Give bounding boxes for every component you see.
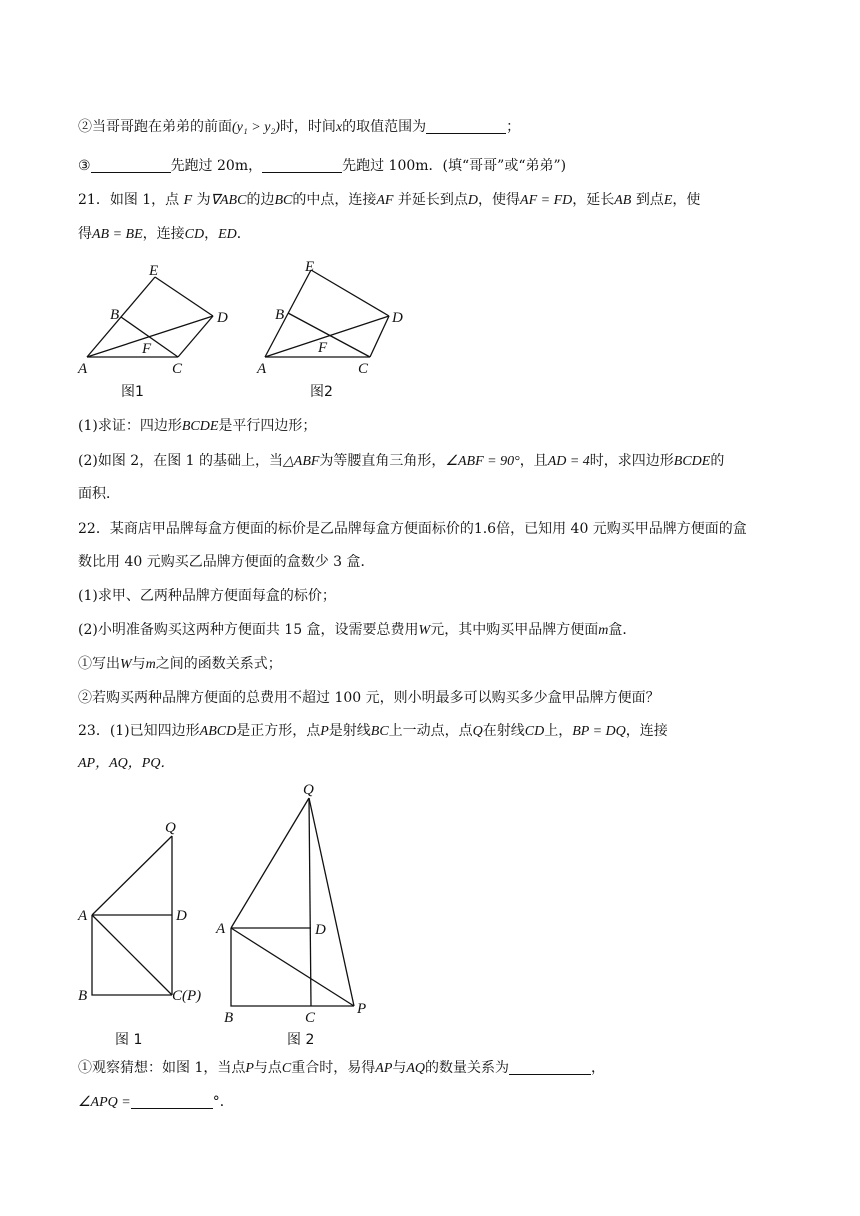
label-F: F [318,340,328,356]
label-D: D [315,922,326,938]
label-C: C [305,1010,316,1026]
q21-stem-1: 21．如图 1，点 F 为∇ABC的边BC的中点，连接AF 并延长到点D，使得AF = FD，延长AB 到点E，使 [78,192,701,208]
figure-caption: 图 1 [115,1032,143,1048]
figure-caption: 图2 [310,384,333,400]
answer-blank[interactable] [131,1094,213,1109]
segment-QP [309,798,354,1006]
segment-ED [311,270,389,316]
label-B: B [78,988,88,1004]
q21-part-2-cont: 面积． [78,486,120,502]
label-Q: Q [165,820,176,836]
label-B: B [110,307,120,323]
label-F: F [142,341,152,357]
q22-sub-2: ②若购买两种品牌方便面的总费用不超过 100 元，则小明最多可以购买多少盒甲品牌方便面？ [78,690,660,706]
label-C: C [358,361,369,377]
label-C-P: C(P) [172,988,202,1004]
q23-observe-2: ∠APQ = °． [78,1094,234,1110]
q22-part-1: (1)求甲、乙两种品牌方便面每盒的标价； [78,588,336,604]
label-A: A [257,361,267,377]
segment-QC [309,798,311,1006]
label-E: E [149,263,159,279]
label-A: A [216,921,226,937]
q22-sub-1: ①写出W与m之间的函数关系式； [78,656,282,672]
label-P: P [357,1001,367,1017]
answer-blank[interactable] [509,1060,591,1075]
label-B: B [275,307,285,323]
label-A: A [78,361,88,377]
segment-AP [231,928,354,1006]
label-C: C [172,361,183,377]
q21-stem-2: 得AB = BE，连接CD，ED． [78,226,251,242]
figure-caption: 图1 [121,384,144,400]
segment-BC [288,313,370,357]
q21-part-1: (1)求证：四边形BCDE是平行四边形； [78,418,317,434]
q23-stem-1: 23．(1)已知四边形ABCD是正方形，点P是射线BC上一动点，点Q在射线CD上，BP = DQ，连接 [78,723,668,739]
q21-part-2: (2)如图 2，在图 1 的基础上，当△ABF为等腰直角三角形，∠ABF = 90°，且AD = 4时，求四边形BCDE的 [78,453,725,469]
q23-observe-1: ①观察猜想：如图 1，当点P与点C重合时，易得AP与AQ的数量关系为 ， [78,1060,606,1076]
q20-line-3: ③ 先跑过 20m， 先跑过 100m．(填“哥哥”或“弟弟”) [78,158,567,174]
q22-part-2: (2)小明准备购买这两种方便面共 15 盒，设需要总费用W元，其中购买甲品牌方便面m盒． [78,622,637,638]
label-Q: Q [303,782,314,798]
segment-ED [155,277,213,316]
q22-stem-1: 22．某商店甲品牌每盒方便面的标价是乙品牌每盒方便面标价的1.6倍，已知用 40 元购买甲品牌方便面的盒 [78,521,747,537]
segment-AQ [231,798,309,928]
segment-AQ [92,836,172,915]
label-D: D [392,310,403,326]
label-E: E [305,259,315,275]
q22-stem-2: 数比用 40 元购买乙品牌方便面的盒数少 3 盒． [78,554,375,570]
label-A: A [78,908,88,924]
label-D: D [176,908,187,924]
q23-stem-2: AP，AQ，PQ． [78,756,175,771]
label-B: B [224,1010,234,1026]
segment-DC [370,316,389,357]
label-D: D [217,310,228,326]
figure-caption: 图 2 [287,1032,315,1048]
segment-AC [92,915,172,995]
q20-line-2: ②当哥哥跑在弟弟的前面(y₁ > y₂)时，时间x的取值范围为 ； [78,119,521,135]
